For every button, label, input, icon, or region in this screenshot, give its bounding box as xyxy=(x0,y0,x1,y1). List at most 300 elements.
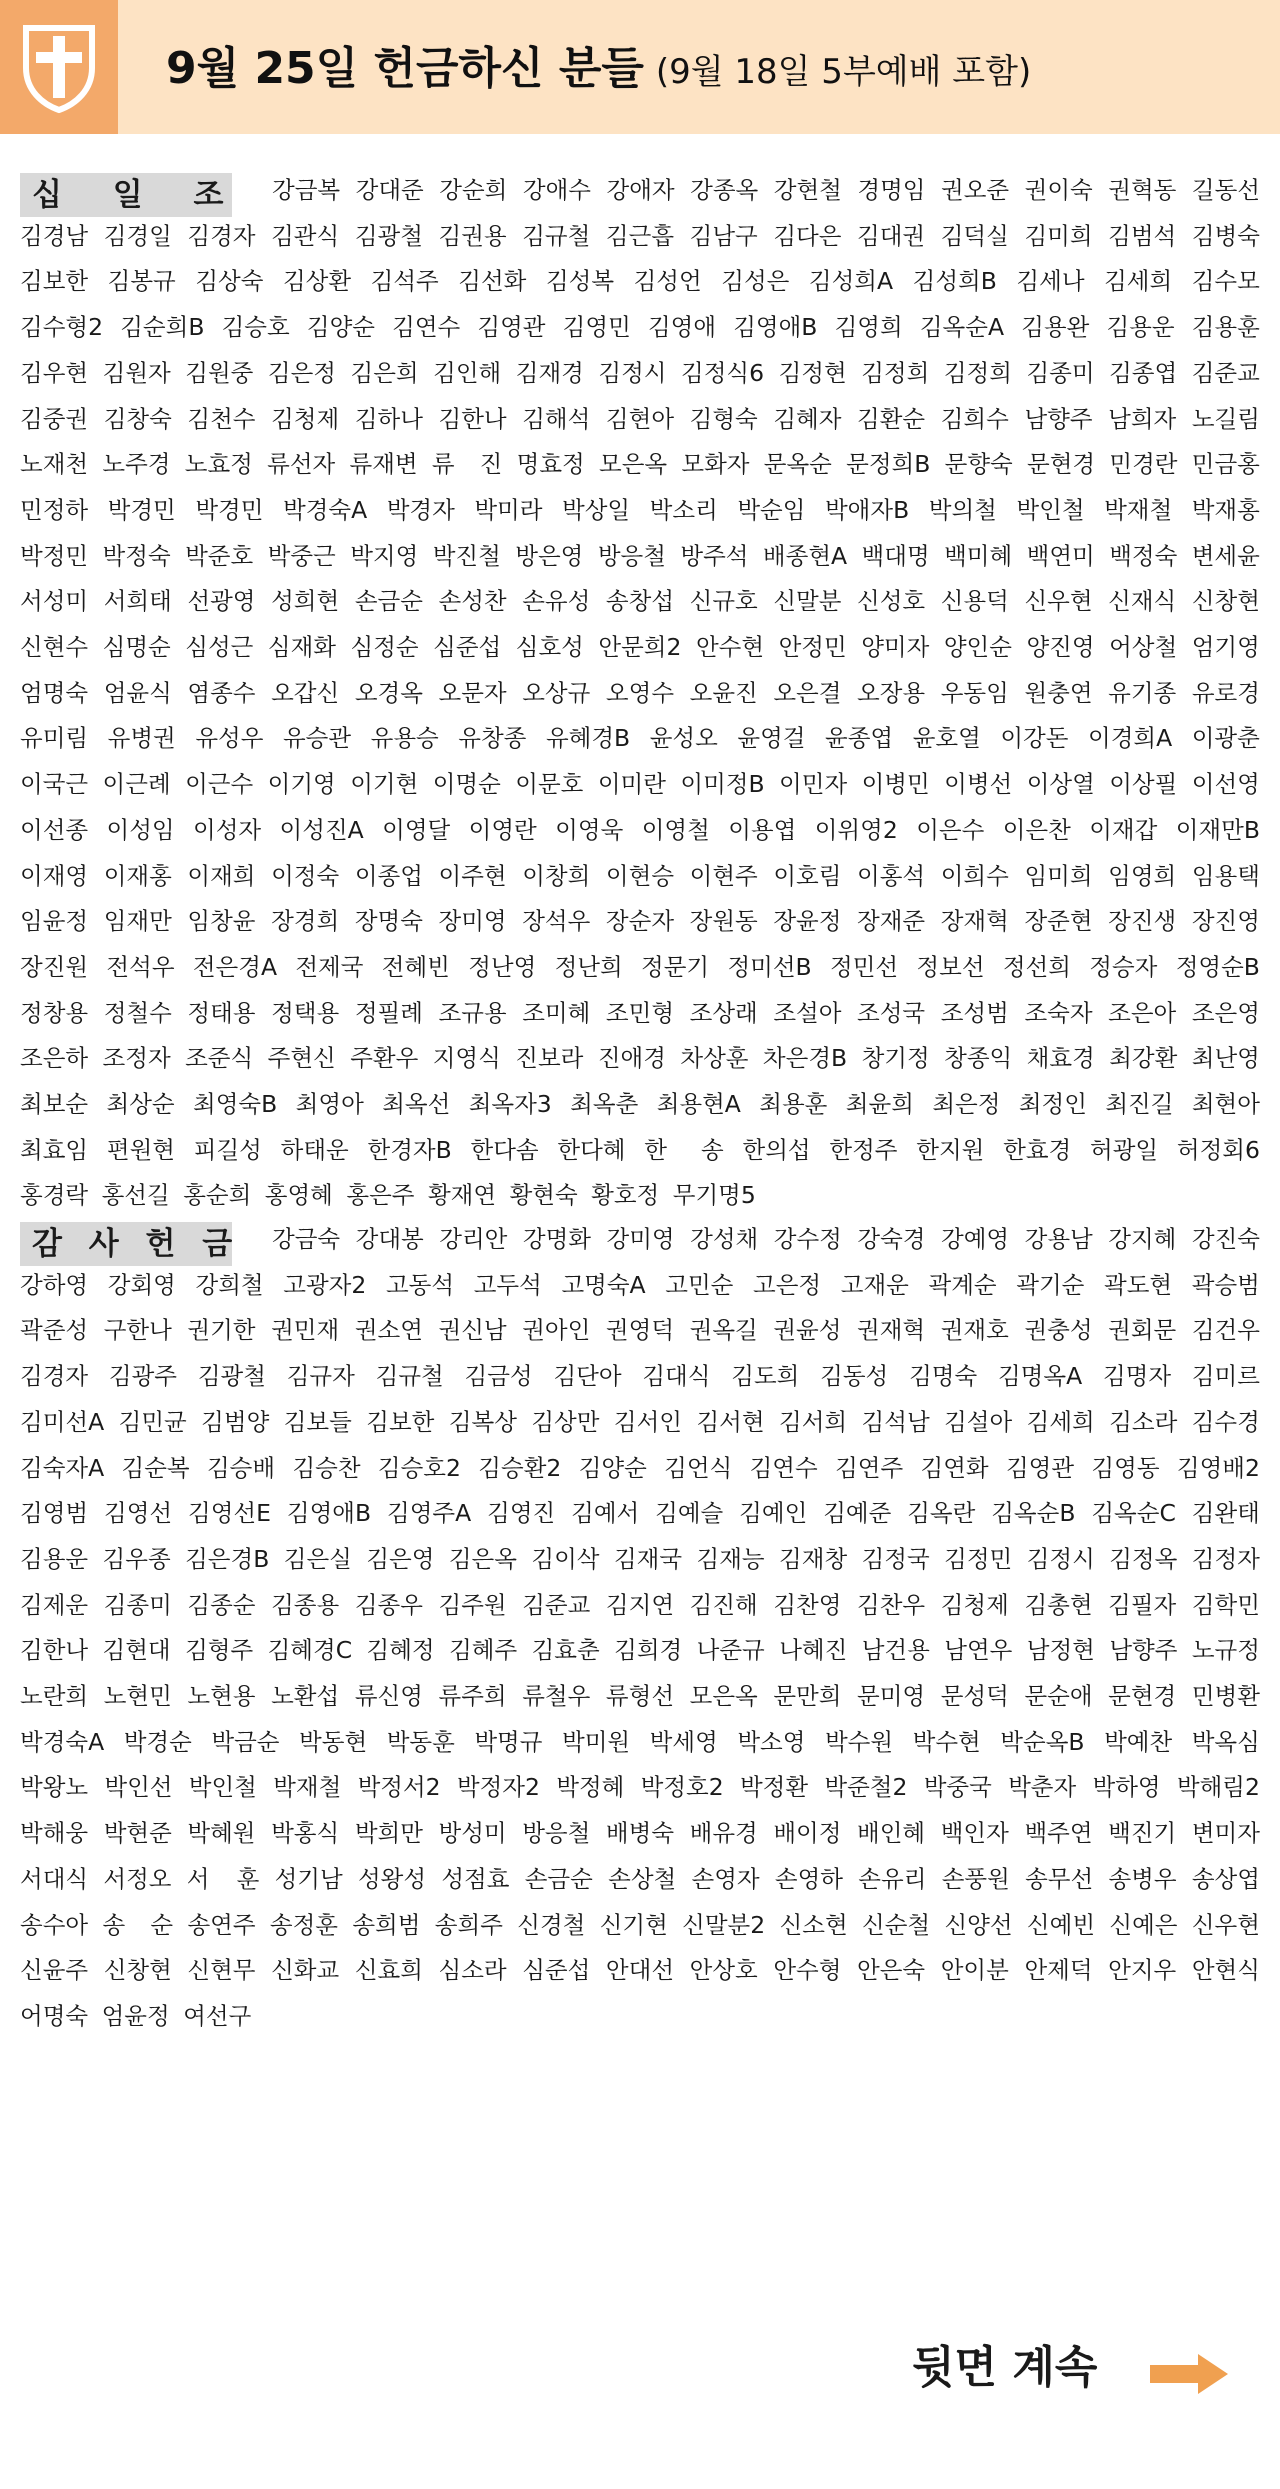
name-entry: 오은결 xyxy=(773,678,842,707)
name-entry: 손상철 xyxy=(608,1864,677,1893)
name-entry: 강금복 xyxy=(272,176,341,204)
name-entry: 곽계순 xyxy=(928,1270,997,1299)
name-entry: 방응철 xyxy=(522,1819,591,1848)
name-entry: 권오준 xyxy=(941,176,1010,204)
name-entry: 김청제 xyxy=(940,1590,1009,1619)
name-entry: 염종수 xyxy=(187,678,256,707)
name-entry: 김찬우 xyxy=(857,1590,926,1619)
name-entry: 곽기순 xyxy=(1016,1270,1085,1299)
name-entry: 김은정 xyxy=(267,358,336,387)
name-entry: 김은영 xyxy=(366,1544,435,1573)
name-entry: 진애경 xyxy=(597,1044,666,1073)
name-entry: 이미정B xyxy=(680,770,765,799)
name-entry: 김예인 xyxy=(739,1499,808,1528)
name-entry: 심호성 xyxy=(515,633,584,662)
name-entry: 이영욱 xyxy=(555,815,624,844)
name-entry: 박준호 xyxy=(185,541,254,570)
name-entry: 민금홍 xyxy=(1191,450,1260,479)
name-entry: 나혜진 xyxy=(779,1636,848,1665)
name-entry: 김영동 xyxy=(1091,1453,1160,1482)
name-entry: 송희주 xyxy=(434,1910,503,1939)
name-entry: 정보선 xyxy=(916,952,985,981)
name-entry: 김옥순C xyxy=(1091,1499,1176,1528)
name-entry: 남연우 xyxy=(944,1636,1013,1665)
name-entry: 배이정 xyxy=(773,1819,842,1848)
name-entry: 문향숙 xyxy=(944,450,1013,479)
name-entry: 김용운 xyxy=(1106,313,1175,342)
name-entry: 김한나 xyxy=(20,1636,89,1665)
name-entry: 손풍원 xyxy=(941,1864,1010,1893)
name-entry: 김범양 xyxy=(201,1407,270,1436)
name-entry: 신경철 xyxy=(517,1910,586,1939)
name-entry: 김창숙 xyxy=(103,404,172,433)
name-entry: 김미선A xyxy=(20,1407,105,1436)
name-entry: 노환섭 xyxy=(271,1682,340,1711)
name-entry: 장경희 xyxy=(271,907,340,936)
name-entry: 조은하 xyxy=(20,1044,89,1073)
name-entry: 주현신 xyxy=(267,1044,336,1073)
name-entry: 백인자 xyxy=(940,1819,1009,1848)
name-entry: 박해웅 xyxy=(20,1819,89,1848)
name-entry: 이종업 xyxy=(354,861,423,890)
name-entry: 안현식 xyxy=(1191,1956,1260,1985)
name-entry: 신순철 xyxy=(862,1910,931,1939)
name-entry: 고광자2 xyxy=(283,1270,367,1299)
name-entry: 안문희2 xyxy=(598,633,682,662)
name-entry: 강회영 xyxy=(107,1270,176,1299)
name-entry: 김단아 xyxy=(553,1362,622,1391)
name-entry: 김예슬 xyxy=(655,1499,724,1528)
name-entry: 장순자 xyxy=(605,907,675,936)
name-entry: 신예빈 xyxy=(1026,1910,1096,1939)
name-entry: 허정회6 xyxy=(1176,1135,1260,1164)
name-entry: 이강돈 xyxy=(1000,724,1069,753)
name-entry: 김하나 xyxy=(354,404,423,433)
name-entry: 김제운 xyxy=(20,1590,89,1619)
name-entry: 이근례 xyxy=(102,770,171,799)
name-entry: 김소라 xyxy=(1109,1407,1178,1436)
name-entry: 진보라 xyxy=(515,1044,584,1073)
name-entry: 김성언 xyxy=(633,267,702,296)
name-entry: 최용훈 xyxy=(759,1090,828,1119)
name-entry: 김덕실 xyxy=(940,221,1009,250)
name-entry: 김금성 xyxy=(464,1362,533,1391)
name-entry: 김연수 xyxy=(392,313,461,342)
name-entry: 신현수 xyxy=(20,633,89,662)
name-entry: 김우종 xyxy=(102,1544,171,1573)
name-entry: 김정국 xyxy=(861,1544,930,1573)
name-entry: 김광주 xyxy=(108,1362,178,1391)
name-entry: 박동훈 xyxy=(386,1727,455,1756)
name-entry: 박정환 xyxy=(739,1773,809,1802)
name-entry: 피길성 xyxy=(193,1135,262,1164)
name-entry: 전석우 xyxy=(106,952,175,981)
name-entry: 박소영 xyxy=(737,1727,806,1756)
name-entry: 안제덕 xyxy=(1024,1956,1093,1985)
name-entry: 김정식6 xyxy=(681,358,765,387)
name-entry: 김현아 xyxy=(605,404,675,433)
name-entry: 장진원 xyxy=(20,952,89,981)
name-entry: 모은옥 xyxy=(599,450,668,479)
name-entry: 이선영 xyxy=(1191,770,1260,799)
name-entry: 무기명5 xyxy=(672,1181,756,1210)
name-entry: 정난영 xyxy=(468,952,537,981)
name-entry: 구한나 xyxy=(103,1316,172,1345)
name-entry: 강종옥 xyxy=(690,176,759,204)
name-entry: 배인혜 xyxy=(857,1819,926,1848)
name-entry: 임영희 xyxy=(1108,861,1177,890)
name-entry: 김완태 xyxy=(1191,1499,1260,1528)
name-entry: 박중국 xyxy=(923,1773,992,1802)
name-entry: 김경자 xyxy=(187,221,256,250)
name-entry: 이문호 xyxy=(515,770,584,799)
name-entry: 김순복 xyxy=(121,1453,190,1482)
name-entry: 김찬영 xyxy=(773,1590,842,1619)
name-entry: 김예준 xyxy=(823,1499,892,1528)
name-entry: 노재천 xyxy=(20,450,89,479)
name-entry: 성기남 xyxy=(274,1864,343,1893)
name-entry: 이은찬 xyxy=(1002,815,1071,844)
name-entry: 김용훈 xyxy=(1191,313,1260,342)
name-entry: 이근수 xyxy=(185,770,254,799)
name-entry: 권충성 xyxy=(1024,1316,1093,1345)
name-entry: 신소현 xyxy=(779,1910,848,1939)
name-entry: 홍선길 xyxy=(101,1181,170,1210)
name-entry: 남정현 xyxy=(1026,1636,1095,1665)
name-entry: 안정민 xyxy=(778,633,847,662)
name-entry: 심명순 xyxy=(102,633,171,662)
name-entry: 장윤정 xyxy=(773,907,842,936)
name-entry: 김천수 xyxy=(187,404,256,433)
name-entry: 조은아 xyxy=(1108,998,1177,1027)
name-entry: 김은실 xyxy=(283,1544,352,1573)
name-entry: 모은옥 xyxy=(689,1682,758,1711)
name-entry: 주환우 xyxy=(350,1044,419,1073)
name-entry: 이기현 xyxy=(350,770,419,799)
name-entry: 김청제 xyxy=(271,404,340,433)
name-entry: 윤종엽 xyxy=(825,724,894,753)
name-entry: 서희태 xyxy=(103,587,172,616)
name-entry: 김정시 xyxy=(598,358,667,387)
name-entry: 이성임 xyxy=(106,815,175,844)
name-entry: 임창윤 xyxy=(187,907,256,936)
name-entry: 박춘자 xyxy=(1008,1773,1077,1802)
name-entry: 류선자 xyxy=(267,450,336,479)
name-entry: 박예찬 xyxy=(1104,1727,1173,1756)
name-entry: 조숙자 xyxy=(1024,998,1093,1027)
name-entry: 문미영 xyxy=(857,1682,926,1711)
name-entry: 김수모 xyxy=(1191,267,1260,296)
name-entry: 박진철 xyxy=(432,541,501,570)
name-entry: 김환순 xyxy=(857,404,926,433)
name-entry: 유혜경B xyxy=(545,724,631,753)
name-entry: 김은옥 xyxy=(448,1544,517,1573)
name-entry: 엄기영 xyxy=(1191,633,1260,662)
name-entry: 박정숙 xyxy=(102,541,171,570)
name-entry: 민경란 xyxy=(1109,450,1178,479)
name-entry: 김서현 xyxy=(696,1407,765,1436)
name-entry: 이상필 xyxy=(1109,770,1178,799)
name-entry: 박하영 xyxy=(1092,1773,1161,1802)
name-entry: 이현주 xyxy=(689,861,758,890)
name-entry: 조민형 xyxy=(605,998,675,1027)
name-entry: 선광영 xyxy=(187,587,256,616)
name-entry: 송창섭 xyxy=(605,587,675,616)
name-entry: 서성미 xyxy=(20,587,89,616)
name-entry: 정민선 xyxy=(830,952,899,981)
name-entry: 권기한 xyxy=(187,1316,256,1345)
name-entry: 김영주A xyxy=(387,1499,472,1528)
name-entry: 신효희 xyxy=(354,1956,423,1985)
name-entry: 한 송 xyxy=(644,1135,724,1164)
name-entry: 박수현 xyxy=(912,1727,981,1756)
name-entry: 김근흡 xyxy=(605,221,675,250)
name-entry: 박경숙A xyxy=(20,1727,105,1756)
name-entry: 노현용 xyxy=(187,1682,256,1711)
name-entry: 권재혁 xyxy=(857,1316,926,1345)
name-entry: 김희경 xyxy=(614,1636,683,1665)
name-entry: 유병권 xyxy=(107,724,176,753)
name-entry: 김종우 xyxy=(354,1590,423,1619)
name-entry: 조상래 xyxy=(689,998,758,1027)
name-entry: 오영수 xyxy=(605,678,675,707)
name-entry: 신윤주 xyxy=(20,1956,89,1985)
name-entry: 김영범 xyxy=(20,1499,89,1528)
name-entry: 박재홍 xyxy=(1191,495,1260,524)
name-entry: 류형선 xyxy=(605,1682,675,1711)
name-entry: 김옥순B xyxy=(991,1499,1076,1528)
name-entry: 방성미 xyxy=(438,1819,507,1848)
name-entry: 이상열 xyxy=(1026,770,1095,799)
name-entry: 나준규 xyxy=(696,1636,765,1665)
name-entry: 김영희 xyxy=(834,313,903,342)
name-entry: 곽도현 xyxy=(1104,1270,1173,1299)
name-entry: 김범석 xyxy=(1108,221,1177,250)
name-entry: 정선희 xyxy=(1002,952,1071,981)
name-entry: 강리안 xyxy=(439,1225,508,1253)
name-entry: 송상엽 xyxy=(1191,1864,1260,1893)
name-entry: 백대명 xyxy=(861,541,930,570)
name-entry: 편원현 xyxy=(106,1135,175,1164)
name-entry: 박경자 xyxy=(386,495,455,524)
name-entry: 김명숙 xyxy=(909,1362,978,1391)
name-entry: 박정민 xyxy=(20,541,89,570)
name-entry: 민정하 xyxy=(20,495,89,524)
name-entry: 박순옥B xyxy=(1000,1727,1085,1756)
name-entry: 채효경 xyxy=(1026,1044,1095,1073)
name-entry: 전제국 xyxy=(295,952,364,981)
name-entry: 권옥길 xyxy=(689,1316,758,1345)
name-entry: 김봉규 xyxy=(107,267,176,296)
name-entry: 최진길 xyxy=(1105,1090,1174,1119)
name-entry: 홍순희 xyxy=(183,1181,252,1210)
name-entry: 강진숙 xyxy=(1191,1225,1260,1253)
name-entry: 안지우 xyxy=(1108,1956,1177,1985)
name-entry: 김보들 xyxy=(283,1407,352,1436)
name-entry: 이은수 xyxy=(916,815,985,844)
name-entry: 김양순 xyxy=(578,1453,647,1482)
name-entry: 장진생 xyxy=(1108,907,1177,936)
name-entry: 김숙자A xyxy=(20,1453,105,1482)
name-entry: 손금순 xyxy=(524,1864,593,1893)
name-entry: 원충연 xyxy=(1024,678,1093,707)
name-entry: 권소연 xyxy=(354,1316,423,1345)
name-entry: 김해석 xyxy=(522,404,591,433)
name-entry: 엄윤식 xyxy=(103,678,172,707)
name-entry: 신성호 xyxy=(857,587,926,616)
name-entry: 김건우 xyxy=(1191,1316,1260,1345)
name-entry: 김연수 xyxy=(749,1453,818,1482)
name-entry: 강예영 xyxy=(941,1225,1010,1253)
name-entry: 김준교 xyxy=(1191,358,1260,387)
name-entry: 임재만 xyxy=(103,907,172,936)
name-entry: 김수형2 xyxy=(20,313,104,342)
name-entry: 김규철 xyxy=(375,1362,444,1391)
name-entry: 장명숙 xyxy=(354,907,423,936)
name-entry: 이주현 xyxy=(438,861,507,890)
name-entry: 최강환 xyxy=(1109,1044,1178,1073)
name-entry: 최영아 xyxy=(295,1090,364,1119)
name-entry: 박재철 xyxy=(273,1773,342,1802)
name-entry: 차상훈 xyxy=(680,1044,749,1073)
name-entry: 노길림 xyxy=(1191,404,1260,433)
name-entry: 김진해 xyxy=(689,1590,758,1619)
name-entry: 이성진A xyxy=(279,815,364,844)
name-entry: 김상숙 xyxy=(195,267,264,296)
name-entry: 심성근 xyxy=(185,633,254,662)
name-entry: 권혁동 xyxy=(1108,176,1177,204)
tithe-section xyxy=(20,173,1260,1219)
name-entry: 강수정 xyxy=(773,1225,842,1253)
name-entry: 신예은 xyxy=(1109,1910,1178,1939)
name-entry: 김영진 xyxy=(487,1499,556,1528)
name-entry: 박경민 xyxy=(195,495,264,524)
name-entry: 김영애B xyxy=(286,1499,372,1528)
page-title xyxy=(166,44,1031,97)
name-entry: 노주경 xyxy=(102,450,171,479)
name-entry: 정태용 xyxy=(187,998,256,1027)
name-entry: 오윤진 xyxy=(689,678,758,707)
name-entry: 김은경B xyxy=(185,1544,270,1573)
name-entry: 이현승 xyxy=(605,861,675,890)
name-entry: 김성복 xyxy=(545,267,615,296)
name-entry: 한경자B xyxy=(367,1135,452,1164)
name-entry: 김권용 xyxy=(438,221,507,250)
name-entry: 신우현 xyxy=(1024,587,1093,616)
name-entry: 한의섭 xyxy=(742,1135,811,1164)
name-entry: 김주원 xyxy=(438,1590,507,1619)
name-entry: 류주희 xyxy=(438,1682,507,1711)
name-entry: 신창현 xyxy=(103,1956,172,1985)
name-entry: 박동현 xyxy=(299,1727,368,1756)
name-entry: 박정혜 xyxy=(556,1773,625,1802)
name-entry: 김은희 xyxy=(350,358,419,387)
name-entry: 전혜빈 xyxy=(381,952,450,981)
name-entry: 류 진 xyxy=(431,450,503,479)
name-entry: 노효정 xyxy=(184,450,253,479)
name-entry: 문만희 xyxy=(773,1682,842,1711)
name-entry: 조정자 xyxy=(102,1044,171,1073)
name-entry: 손금순 xyxy=(354,587,423,616)
name-entry: 백연미 xyxy=(1026,541,1095,570)
name-entry: 하태운 xyxy=(280,1135,349,1164)
name-entry: 이영달 xyxy=(382,815,451,844)
cross-shield-icon xyxy=(20,22,98,114)
name-entry: 장준현 xyxy=(1024,907,1093,936)
name-entry: 노현민 xyxy=(103,1682,172,1711)
name-entry: 김용완 xyxy=(1021,313,1090,342)
name-entry: 조설아 xyxy=(773,998,842,1027)
name-entry: 이국근 xyxy=(20,770,89,799)
name-entry: 김인해 xyxy=(433,358,502,387)
tithe-names-list xyxy=(20,168,1260,1219)
name-entry: 김미희 xyxy=(1024,221,1093,250)
name-entry: 명효정 xyxy=(516,450,585,479)
name-entry: 김예서 xyxy=(571,1499,640,1528)
name-entry: 장석우 xyxy=(522,907,591,936)
name-entry: 이영철 xyxy=(641,815,710,844)
name-entry: 정철수 xyxy=(103,998,172,1027)
name-entry: 류신영 xyxy=(354,1682,423,1711)
name-entry: 조성국 xyxy=(857,998,926,1027)
name-entry: 김정옥 xyxy=(1109,1544,1178,1573)
name-entry: 박인선 xyxy=(104,1773,173,1802)
name-entry: 김대식 xyxy=(642,1362,711,1391)
name-entry: 차은경B xyxy=(762,1044,848,1073)
name-entry: 박의철 xyxy=(928,495,997,524)
name-entry: 김재창 xyxy=(779,1544,848,1573)
name-entry: 남향주 xyxy=(1109,1636,1178,1665)
name-entry: 김경남 xyxy=(20,221,89,250)
name-entry: 양인순 xyxy=(943,633,1012,662)
name-entry: 송수아 xyxy=(20,1910,89,1939)
name-entry: 곽준성 xyxy=(20,1316,89,1345)
name-entry: 김병숙 xyxy=(1191,221,1260,250)
section-label-thanks: 감 사 헌 금 xyxy=(20,1222,232,1266)
name-entry: 김경자 xyxy=(20,1362,89,1391)
name-entry: 김도희 xyxy=(731,1362,800,1391)
name-entry: 김효춘 xyxy=(531,1636,600,1665)
name-entry: 정영순B xyxy=(1175,952,1260,981)
name-entry: 강명화 xyxy=(522,1225,591,1253)
name-entry: 정난희 xyxy=(554,952,623,981)
name-entry: 김혜주 xyxy=(449,1636,518,1665)
name-entry: 김규자 xyxy=(286,1362,355,1391)
name-entry: 신재식 xyxy=(1108,587,1177,616)
name-entry: 김남구 xyxy=(689,221,758,250)
name-entry: 김보한 xyxy=(20,267,89,296)
name-entry: 김현대 xyxy=(102,1636,171,1665)
name-entry: 손영하 xyxy=(774,1864,844,1893)
name-entry: 김영애 xyxy=(647,313,717,342)
name-entry: 권영덕 xyxy=(605,1316,675,1345)
name-entry: 어명숙 xyxy=(20,2001,89,2030)
name-entry: 유승관 xyxy=(282,724,352,753)
name-entry: 최보순 xyxy=(20,1090,89,1119)
name-entry: 노규정 xyxy=(1191,1636,1260,1665)
name-entry: 최은정 xyxy=(932,1090,1001,1119)
name-entry: 고민순 xyxy=(665,1270,734,1299)
name-entry: 권재호 xyxy=(940,1316,1009,1345)
name-entry: 김승호 xyxy=(221,313,290,342)
name-entry: 김관식 xyxy=(271,221,340,250)
name-entry: 박홍식 xyxy=(271,1819,340,1848)
name-entry: 김옥란 xyxy=(907,1499,976,1528)
name-entry: 정승자 xyxy=(1089,952,1158,981)
name-entry: 임미희 xyxy=(1024,861,1093,890)
name-entry: 길동선 xyxy=(1191,176,1260,204)
logo xyxy=(0,0,118,134)
